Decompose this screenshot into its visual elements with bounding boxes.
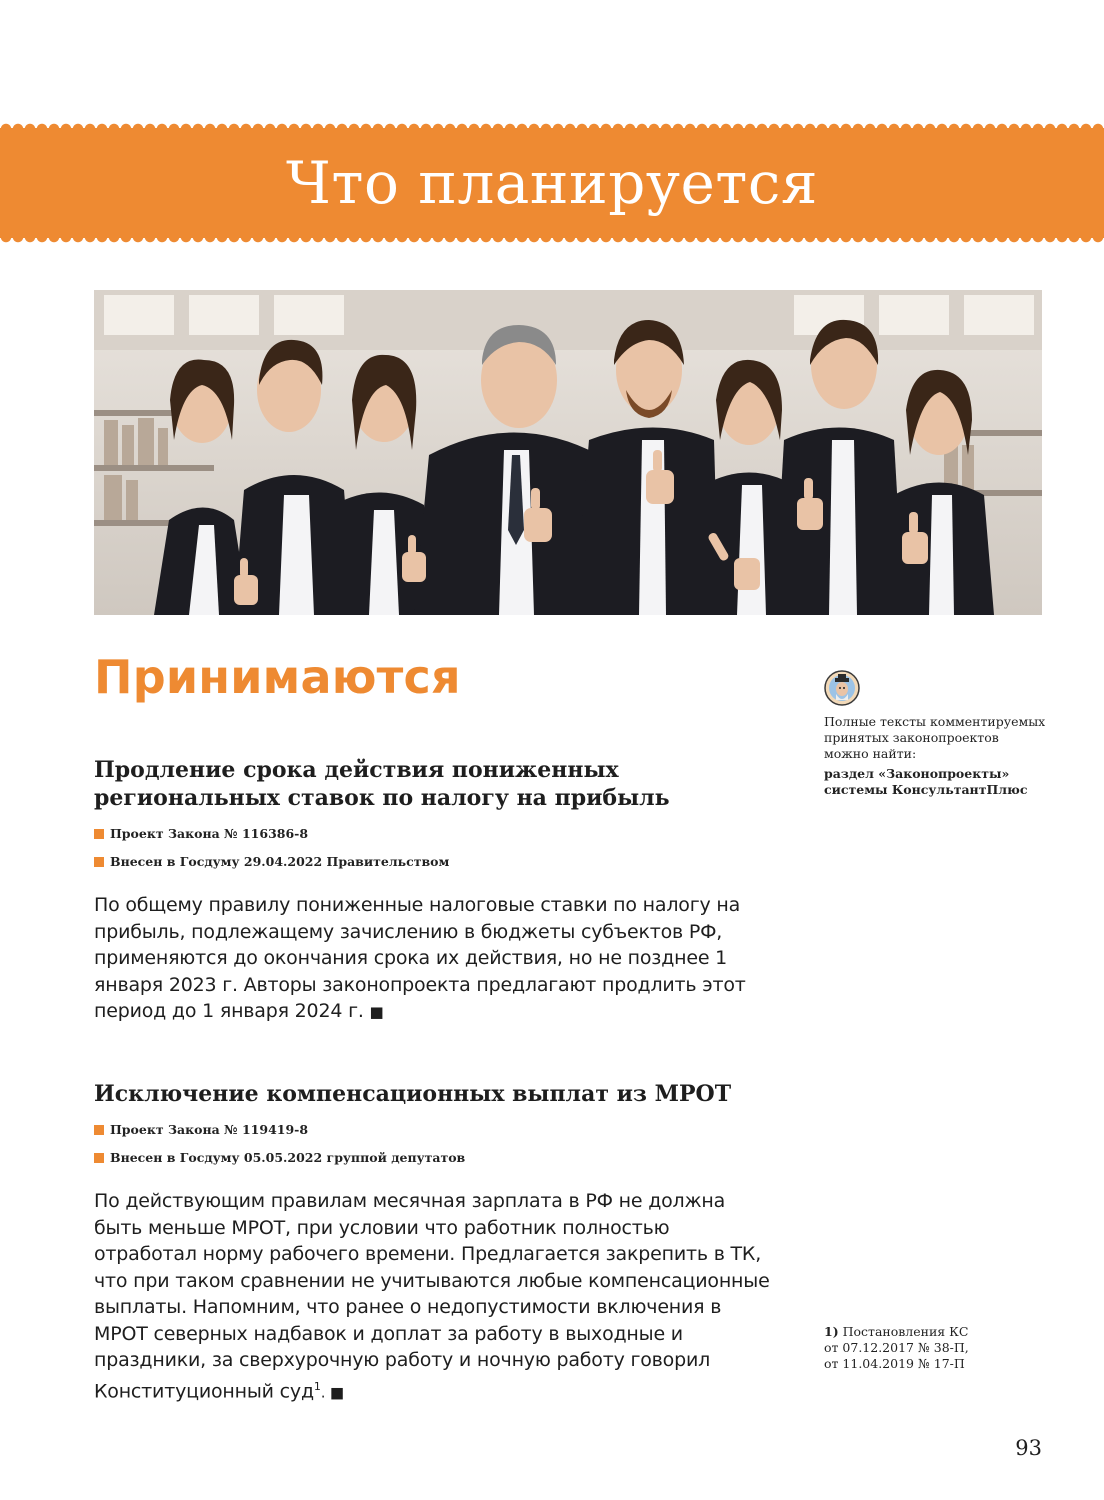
header-banner: [0, 128, 1104, 238]
article-mrot: [94, 1080, 774, 1405]
article-title-line: Исключение компенсационных выплат из МРОТ: [94, 1081, 732, 1107]
article-body-text: По общему правилу пониженные налоговые ставки по налогу на прибыль, подлежащему зачислению в бюджеты субъектов РФ, применяются до окончания срока их действия, но не позднее 1 января 2023 г. Авторы законопроекта предлагают продлить этот период до 1 января 2024 г.: [94, 894, 746, 1022]
article-title-line: Продление срока действия пониженных: [94, 757, 619, 783]
footnote-number: 1): [824, 1324, 839, 1339]
article-title-line: региональных ставок по налогу на прибыль: [94, 785, 670, 811]
article-body: [94, 892, 774, 1026]
meta-item: [94, 820, 774, 848]
meta-text: Внесен в Госдуму 29.04.2022 Правительством: [110, 854, 450, 869]
article-body: [94, 1188, 774, 1405]
team-thumbs-up-photo: [94, 290, 1042, 615]
meta-item: [94, 1116, 774, 1144]
consultant-mascot-icon: [824, 670, 860, 706]
footnote-text: от 07.12.2017 № 38-П,: [824, 1340, 969, 1355]
end-mark-icon: ■: [369, 1003, 384, 1021]
page-header-title: Что планируется: [286, 149, 818, 217]
bullet-square-icon: [94, 829, 104, 839]
footnote-text: от 11.04.2019 № 17-П: [824, 1356, 965, 1371]
article-meta-list: [94, 1116, 774, 1172]
meta-item: [94, 848, 774, 876]
meta-item: [94, 1144, 774, 1172]
bullet-square-icon: [94, 1125, 104, 1135]
article-tax-rates: [94, 756, 774, 1026]
article-body-text: По действующим правилам месячная зарплата в РФ не должна быть меньше МРОТ, при условии что работник полностью отработал норму рабочего времени. Предлагается закрепить в ТК, что при таком сравнении не учитываются любые компенсационные выплаты. Напомним, что ранее о недопустимости включения в МРОТ северных надбавок и доплат за работу в выходные и праздники, за сверхурочную работу и ночную работу говорил Конституционный суд: [94, 1190, 770, 1402]
article-meta-list: [94, 820, 774, 876]
section-title: Принимаются: [94, 650, 461, 704]
footnote-ref[interactable]: 1: [313, 1379, 321, 1393]
sidenote-link-text: системы КонсультантПлюс: [824, 782, 1028, 797]
end-mark-icon: . ■: [320, 1382, 344, 1401]
bullet-square-icon: [94, 1153, 104, 1163]
article-title: [94, 756, 774, 812]
sidenote-link-text: раздел «Законопроекты»: [824, 766, 1010, 781]
page-number: 93: [1015, 1436, 1042, 1460]
sidenote-text: принятых законопроектов: [824, 730, 999, 745]
meta-text: Внесен в Госдуму 05.05.2022 группой депутатов: [110, 1150, 466, 1165]
bullet-square-icon: [94, 857, 104, 867]
team-photo: [94, 290, 1042, 615]
sidenote-text: Полные тексты комментируемых: [824, 714, 1046, 729]
article-title: [94, 1080, 774, 1108]
footnote: [824, 1324, 1024, 1372]
meta-text: Проект Закона № 116386-8: [110, 826, 309, 841]
sidenote-text: можно найти:: [824, 746, 917, 761]
meta-text: Проект Закона № 119419-8: [110, 1122, 309, 1137]
footnote-text: Постановления КС: [842, 1324, 969, 1339]
sidenote: [824, 670, 1064, 798]
